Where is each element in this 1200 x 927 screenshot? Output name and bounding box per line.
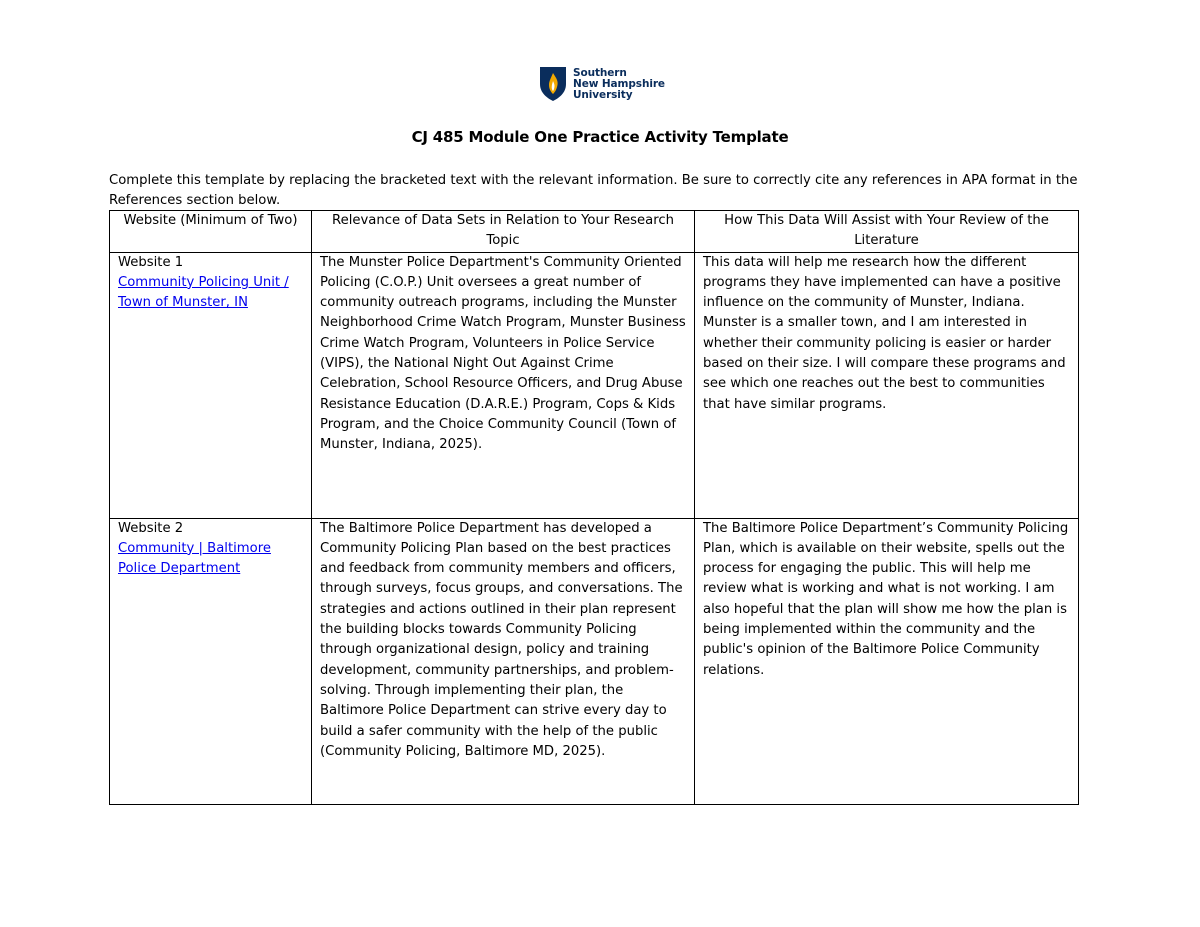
header-assist: How This Data Will Assist with Your Review of the Literature [695,211,1079,253]
relevance-cell: The Munster Police Department's Community Oriented Policing (C.O.P.) Unit oversees a great number of community outreach programs, including the Munster Neighborhood Crime Watch Program, Munster Business Crime Watch Program, Volunteers in Police Service (VIPS), the National Night Out Against Crime Celebration, School Resource Officers, and Drug Abuse Resistance Education (D.A.R.E.) Program, Cops & Kids Program, and the Choice Community Council (Town of Munster, Indiana, 2025). [312,252,695,518]
logo-wordmark [573,68,665,101]
website-cell [110,518,312,804]
instructions-paragraph: Complete this template by replacing the bracketed text with the relevant information. Be sure to correctly cite any references in APA format in the References section below. [109,173,1078,209]
assist-cell: This data will help me research how the different programs they have implemented can have a positive influence on the community of Munster, Indiana. Munster is a smaller town, and I am interested in whether their community policing is easier or harder based on their size. I will compare these programs and see which one reaches out the best to communities that have similar programs. [695,252,1079,518]
website-link[interactable]: Community | Baltimore Police Department [118,540,271,577]
header-relevance: Relevance of Data Sets in Relation to Your Research Topic [312,211,695,253]
document-title: CJ 485 Module One Practice Activity Template [411,128,789,146]
logo-line-1: Southern [573,66,627,79]
relevance-cell: The Baltimore Police Department has developed a Community Policing Plan based on the best practices and feedback from community members and officers, through surveys, focus groups, and conversations. The strategies and actions outlined in their plan represent the building blocks towards Community Policing through organizational design, policy and training development, community partnerships, and problem-solving. Through implementing their plan, the Baltimore Police Department can strive every day to build a safer community with the help of the public (Community Policing, Baltimore MD, 2025). [312,518,695,804]
assist-cell: The Baltimore Police Department’s Community Policing Plan, which is available on their website, spells out the process for engaging the public. This will help me review what is working and what is not working. I am also hopeful that the plan will show me how the plan is being implemented within the community and the public's opinion of the Baltimore Police Community relations. [695,518,1079,804]
logo-line-2: New Hampshire [573,77,665,90]
website-link[interactable]: Community Policing Unit / Town of Munster, IN [118,274,289,311]
website-cell [110,252,312,518]
table-row [110,252,1079,518]
header-website: Website (Minimum of Two) [110,211,312,253]
template-table [109,210,1079,805]
website-label: Website 2 [118,520,184,536]
table-row [110,518,1079,804]
website-label: Website 1 [118,254,184,270]
shield-flame-icon [539,66,567,102]
university-logo [539,66,665,102]
table-header-row [110,211,1079,253]
logo-line-3: University [573,88,633,101]
